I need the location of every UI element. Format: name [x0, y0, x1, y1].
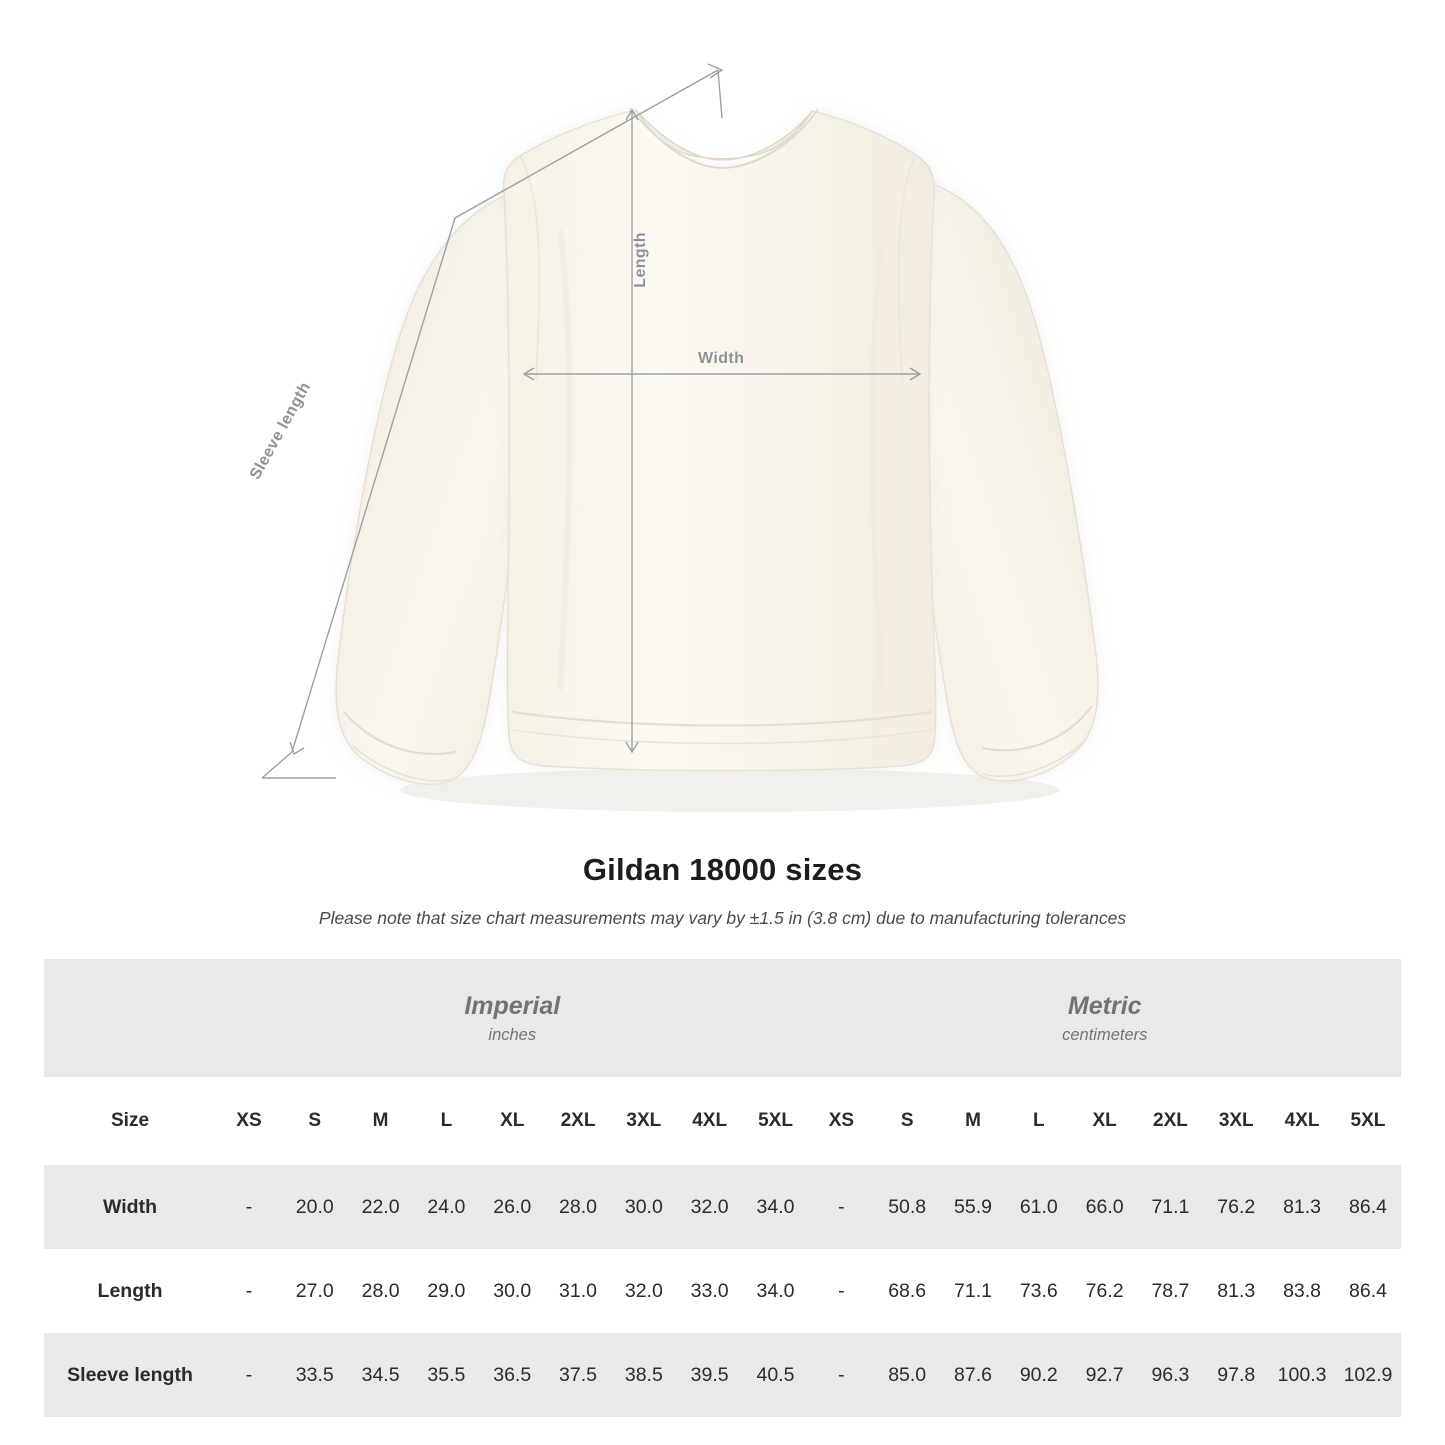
- size-header-imperial-4xl: 4XL: [677, 1077, 743, 1165]
- unit-group-metric-sub: centimeters: [1062, 1026, 1148, 1045]
- cell-width-metric-3xl: 76.2: [1203, 1165, 1269, 1249]
- row-label-sleeve-length: Sleeve length: [44, 1333, 216, 1417]
- cell-sleeve-imperial-4xl: 39.5: [677, 1333, 743, 1417]
- cell-length-metric-3xl: 81.3: [1203, 1249, 1269, 1333]
- cell-length-metric-m: 71.1: [940, 1249, 1006, 1333]
- size-header-imperial-xs: XS: [216, 1077, 282, 1165]
- cell-length-metric-4xl: 83.8: [1269, 1249, 1335, 1333]
- unit-group-imperial: [216, 959, 808, 1077]
- cell-width-metric-m: 55.9: [940, 1165, 1006, 1249]
- cell-length-metric-s: 68.6: [874, 1249, 940, 1333]
- cell-sleeve-metric-3xl: 97.8: [1203, 1333, 1269, 1417]
- cell-sleeve-imperial-2xl: 37.5: [545, 1333, 611, 1417]
- size-header-metric-xl: XL: [1072, 1077, 1138, 1165]
- size-header-imperial-3xl: 3XL: [611, 1077, 677, 1165]
- cell-length-imperial-xs: -: [216, 1249, 282, 1333]
- cell-length-imperial-3xl: 32.0: [611, 1249, 677, 1333]
- title-block: [0, 852, 1445, 929]
- cell-width-imperial-3xl: 30.0: [611, 1165, 677, 1249]
- table-header-row: [44, 1077, 1401, 1165]
- cell-width-imperial-xs: -: [216, 1165, 282, 1249]
- row-label-length: Length: [44, 1249, 216, 1333]
- size-header-metric-5xl: 5XL: [1335, 1077, 1401, 1165]
- cell-length-imperial-2xl: 31.0: [545, 1249, 611, 1333]
- length-dimension-label: Length: [632, 232, 649, 288]
- size-header-imperial-s: S: [282, 1077, 348, 1165]
- cell-sleeve-metric-m: 87.6: [940, 1333, 1006, 1417]
- cell-length-imperial-xl: 30.0: [479, 1249, 545, 1333]
- cell-width-imperial-s: 20.0: [282, 1165, 348, 1249]
- table-row: [44, 1333, 1401, 1417]
- table-row: [44, 1165, 1401, 1249]
- cell-sleeve-metric-l: 90.2: [1006, 1333, 1072, 1417]
- cell-length-metric-2xl: 78.7: [1138, 1249, 1204, 1333]
- size-header-imperial-xl: XL: [479, 1077, 545, 1165]
- cell-width-imperial-l: 24.0: [413, 1165, 479, 1249]
- size-header-metric-2xl: 2XL: [1138, 1077, 1204, 1165]
- cell-sleeve-metric-4xl: 100.3: [1269, 1333, 1335, 1417]
- size-table-wrapper: [0, 959, 1445, 1417]
- size-header-metric-m: M: [940, 1077, 1006, 1165]
- cell-length-metric-5xl: 86.4: [1335, 1249, 1401, 1333]
- cell-sleeve-imperial-s: 33.5: [282, 1333, 348, 1417]
- size-table: [44, 959, 1401, 1417]
- cell-sleeve-metric-xs: -: [808, 1333, 874, 1417]
- unit-group-metric: [808, 959, 1401, 1077]
- cell-sleeve-imperial-m: 34.5: [348, 1333, 414, 1417]
- size-header: Size: [44, 1077, 216, 1165]
- cell-length-metric-l: 73.6: [1006, 1249, 1072, 1333]
- cell-width-metric-l: 61.0: [1006, 1165, 1072, 1249]
- size-header-metric-s: S: [874, 1077, 940, 1165]
- size-header-metric-l: L: [1006, 1077, 1072, 1165]
- cell-width-metric-xs: -: [808, 1165, 874, 1249]
- unit-group-row: [44, 959, 1401, 1077]
- cell-length-imperial-s: 27.0: [282, 1249, 348, 1333]
- cell-length-imperial-l: 29.0: [413, 1249, 479, 1333]
- cell-width-imperial-2xl: 28.0: [545, 1165, 611, 1249]
- sleeve-length-dimension-label: Sleeve length: [246, 379, 315, 483]
- cell-width-metric-5xl: 86.4: [1335, 1165, 1401, 1249]
- cell-width-imperial-4xl: 32.0: [677, 1165, 743, 1249]
- cell-sleeve-imperial-xl: 36.5: [479, 1333, 545, 1417]
- size-header-metric-xs: XS: [808, 1077, 874, 1165]
- unit-group-imperial-name: Imperial: [464, 991, 561, 1020]
- cell-width-metric-4xl: 81.3: [1269, 1165, 1335, 1249]
- cell-length-imperial-4xl: 33.0: [677, 1249, 743, 1333]
- table-row: [44, 1249, 1401, 1333]
- cell-sleeve-metric-xl: 92.7: [1072, 1333, 1138, 1417]
- row-label-width: Width: [44, 1165, 216, 1249]
- cell-sleeve-imperial-3xl: 38.5: [611, 1333, 677, 1417]
- cell-width-metric-2xl: 71.1: [1138, 1165, 1204, 1249]
- size-header-imperial-5xl: 5XL: [743, 1077, 809, 1165]
- width-dimension-label: Width: [698, 350, 745, 367]
- cell-sleeve-metric-5xl: 102.9: [1335, 1333, 1401, 1417]
- tolerance-note: Please note that size chart measurements may vary by ±1.5 in (3.8 cm) due to manufacturing tolerances: [318, 908, 1127, 928]
- size-header-metric-3xl: 3XL: [1203, 1077, 1269, 1165]
- unit-group-imperial-sub: inches: [488, 1026, 537, 1045]
- size-header-metric-4xl: 4XL: [1269, 1077, 1335, 1165]
- cell-width-metric-s: 50.8: [874, 1165, 940, 1249]
- cell-sleeve-imperial-l: 35.5: [413, 1333, 479, 1417]
- cell-sleeve-metric-2xl: 96.3: [1138, 1333, 1204, 1417]
- cell-length-imperial-m: 28.0: [348, 1249, 414, 1333]
- cell-sleeve-metric-s: 85.0: [874, 1333, 940, 1417]
- cell-width-metric-xl: 66.0: [1072, 1165, 1138, 1249]
- cell-sleeve-imperial-xs: -: [216, 1333, 282, 1417]
- cell-sleeve-imperial-5xl: 40.5: [743, 1333, 809, 1417]
- unit-spacer: [44, 959, 216, 1077]
- cell-width-imperial-5xl: 34.0: [743, 1165, 809, 1249]
- cell-length-metric-xs: -: [808, 1249, 874, 1333]
- size-header-imperial-l: L: [413, 1077, 479, 1165]
- size-header-imperial-m: M: [348, 1077, 414, 1165]
- cell-length-imperial-5xl: 34.0: [743, 1249, 809, 1333]
- cell-width-imperial-xl: 26.0: [479, 1165, 545, 1249]
- page-title: Gildan 18000 sizes: [582, 852, 863, 887]
- cell-width-imperial-m: 22.0: [348, 1165, 414, 1249]
- unit-group-metric-name: Metric: [1067, 991, 1142, 1020]
- size-header-imperial-2xl: 2XL: [545, 1077, 611, 1165]
- cell-length-metric-xl: 76.2: [1072, 1249, 1138, 1333]
